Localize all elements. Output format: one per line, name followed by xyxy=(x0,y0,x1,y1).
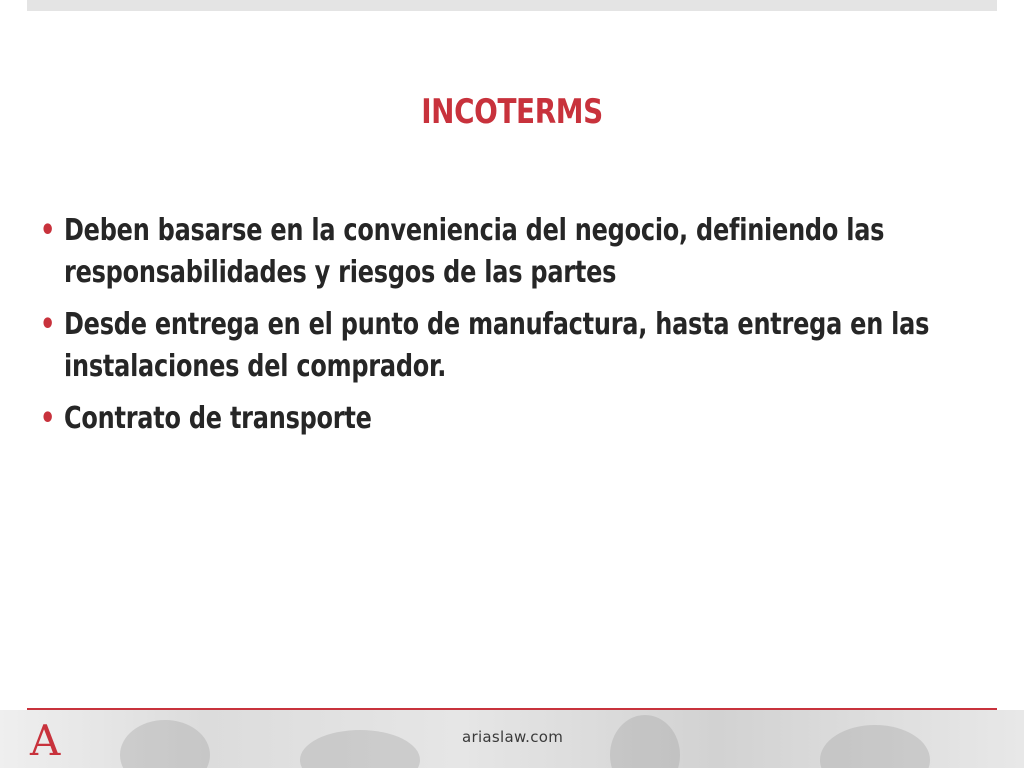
bullet-text: Deben basarse en la conveniencia del negocio, definiendo las responsabilidades y riesgos de las partes xyxy=(64,213,885,290)
footer-photo-shade xyxy=(300,730,420,768)
footer-photo-shade xyxy=(820,725,930,768)
bullet-item xyxy=(40,304,984,388)
bullet-text: Contrato de transporte xyxy=(64,401,372,436)
footer-photo-shade xyxy=(610,715,680,768)
bullet-dot-icon: • xyxy=(40,401,56,436)
footer-banner xyxy=(0,710,1024,768)
bullet-dot-icon: • xyxy=(40,213,56,248)
slide-title: INCOTERMS xyxy=(421,92,603,132)
bullet-text: Desde entrega en el punto de manufactura, hasta entrega en las instalaciones del comprador. xyxy=(64,307,930,384)
top-bar xyxy=(27,0,997,11)
footer-photo-shade xyxy=(120,720,210,768)
logo-icon: A xyxy=(30,716,61,765)
bullet-item xyxy=(40,398,984,440)
bullet-list xyxy=(40,210,984,450)
site-url: ariaslaw.com xyxy=(462,728,564,746)
bullet-dot-icon: • xyxy=(40,307,56,342)
bullet-item xyxy=(40,210,984,294)
